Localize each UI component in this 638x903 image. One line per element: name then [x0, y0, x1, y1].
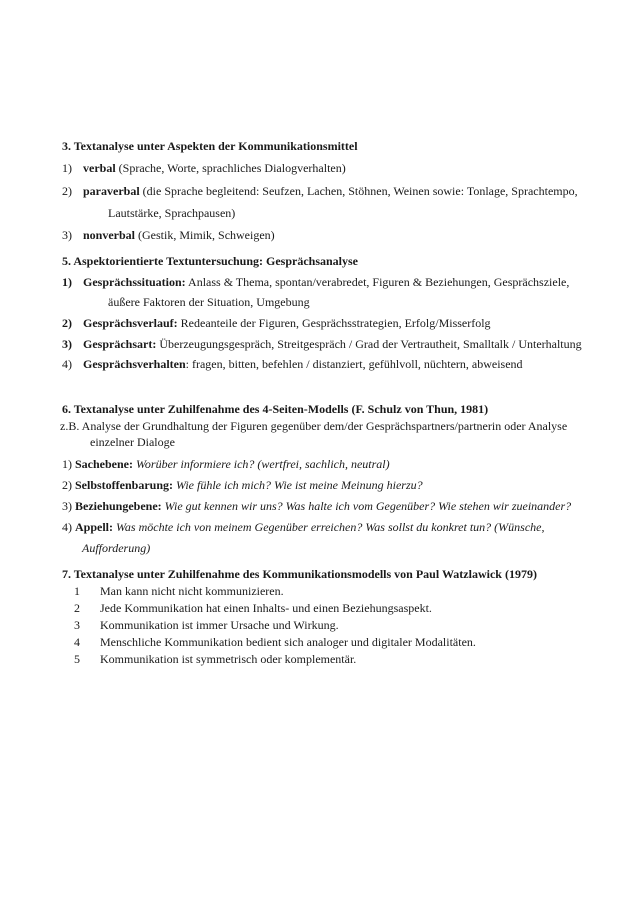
section-3-heading: 3. Textanalyse unter Aspekten der Kommunikationsmittel: [62, 139, 358, 153]
list-item: 4) Appell: Was möchte ich von meinem Gegenüber erreichen? Was sollst du konkret tun? (Wünsche,: [62, 520, 545, 534]
list-item: 4 Menschliche Kommunikation bedient sich analoger und digitaler Modalitäten.: [74, 635, 476, 649]
list-item: 2) Selbstoffenbarung: Wie fühle ich mich? Wie ist meine Meinung hierzu?: [62, 478, 423, 492]
list-item: 3) Gesprächsart: Überzeugungsgespräch, Streitgespräch / Grad der Vertrautheit, Smalltalk / Unterhaltung: [62, 337, 582, 351]
list-item-continuation: Aufforderung): [82, 541, 151, 555]
list-item: 2 Jede Kommunikation hat einen Inhalts- und einen Beziehungsaspekt.: [74, 601, 432, 615]
list-item: 1) Sachebene: Worüber informiere ich? (wertfrei, sachlich, neutral): [62, 457, 390, 471]
list-item: 1) Gesprächssituation: Anlass & Thema, spontan/verabredet, Figuren & Beziehungen, Gesprächsziele,: [62, 275, 570, 289]
list-item: 3) Beziehungebene: Wie gut kennen wir uns? Was halte ich vom Gegenüber? Wie stehen wir zueinander?: [62, 499, 572, 513]
list-item: 1) verbal (Sprache, Worte, sprachliches Dialogverhalten): [62, 161, 346, 175]
list-item: 1 Man kann nicht nicht kommunizieren.: [74, 584, 284, 598]
list-item: 3) nonverbal (Gestik, Mimik, Schweigen): [62, 228, 275, 242]
list-item: 2) Gesprächsverlauf: Redeanteile der Figuren, Gesprächsstrategien, Erfolg/Misserfolg: [62, 316, 491, 330]
numbered-list: [62, 583, 582, 673]
list-item: 3 Kommunikation ist immer Ursache und Wirkung.: [74, 618, 339, 632]
list-item-continuation: Lautstärke, Sprachpausen): [108, 206, 236, 220]
section-6-heading: 6. Textanalyse unter Zuhilfenahme des 4-Seiten-Modells (F. Schulz von Thun, 1981): [62, 402, 489, 416]
list-item: 5 Kommunikation ist symmetrisch oder komplementär.: [74, 652, 357, 666]
section-7-heading: 7. Textanalyse unter Zuhilfenahme des Kommunikationsmodells von Paul Watzlawick (1979): [62, 567, 537, 581]
section-7: [62, 565, 582, 673]
section-6: [60, 400, 580, 558]
list-item-continuation: äußere Faktoren der Situation, Umgebung: [108, 295, 310, 309]
section-5: [62, 252, 582, 374]
section-3: [62, 137, 582, 245]
list-item: 4) Gesprächsverhalten: fragen, bitten, befehlen / distanziert, gefühlvoll, nüchtern, abweisend: [62, 357, 523, 371]
list-item: 2) paraverbal (die Sprache begleitend: Seufzen, Lachen, Stöhnen, Weinen sowie: Tonlage, Sprachtempo,: [62, 184, 578, 198]
section-6-intro: z.B. Analyse der Grundhaltung der Figuren gegenüber dem/der Gesprächspartners/partnerin oder Analyse: [60, 419, 568, 433]
section-5-heading: 5. Aspektorientierte Textuntersuchung: Gesprächsanalyse: [62, 254, 359, 268]
section-6-intro-continuation: einzelner Dialoge: [90, 435, 175, 449]
